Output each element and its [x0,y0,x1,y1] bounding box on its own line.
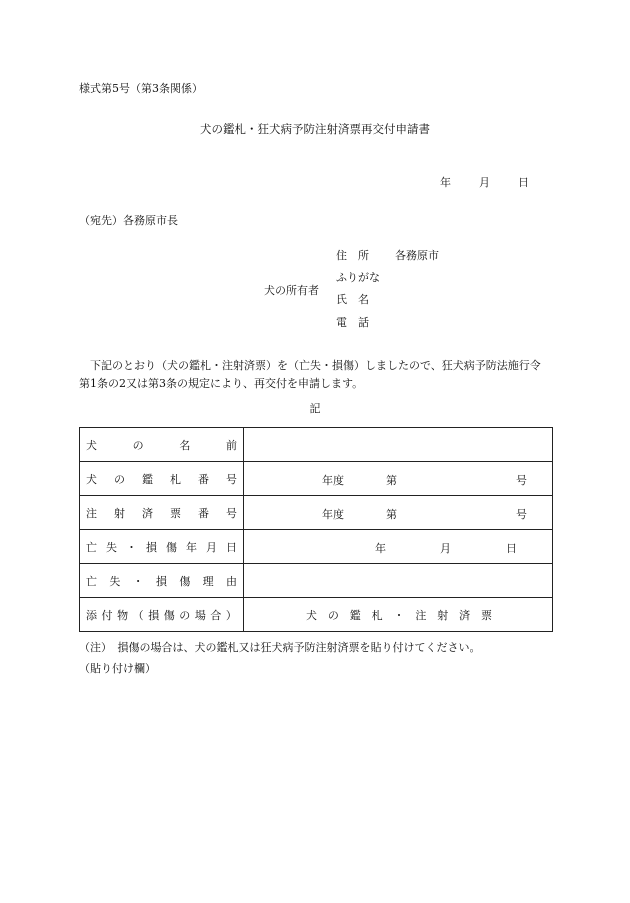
label-char: 済 [459,608,471,622]
label-char: 号 [226,506,237,520]
label-char: 傷 [179,574,191,588]
label-char: 札 [371,608,383,622]
label-char: 射 [437,608,449,622]
addressee: （宛先）各務原市長 [79,214,178,227]
label-char: 鑑 [142,472,153,486]
loss-day: 日 [506,542,517,555]
note: （注） 損傷の場合は、犬の鑑札又は狂犬病予防注射済票を貼り付けてください。 [79,641,481,654]
label-char: 添 [86,608,97,622]
label-char: 由 [225,574,237,588]
label-license-number [86,471,237,487]
loss-month: 月 [440,542,451,555]
license-nendo: 年度 [322,474,344,487]
label-char: 犬 [86,438,97,452]
label-char: 損 [148,608,160,622]
label-char: 札 [170,472,181,486]
address-value: 各務原市 [395,249,439,262]
label-char: 犬 [306,608,317,622]
date-line [440,176,529,190]
loss-year: 年 [375,542,386,555]
table-row [80,496,553,530]
label-dog-name [86,437,237,453]
row-label [80,598,244,632]
row-label [80,496,244,530]
label-char: 注 [415,608,427,622]
label-char: 日 [226,540,237,554]
label-char: 番 [198,506,209,520]
label-char: 亡 [86,574,97,588]
body-line-1: 下記のとおり（犬の鑑札・注射済票）を（亡失・損傷）しましたので、狂犬病予防法施行令 [90,359,541,372]
label-char: 名 [179,438,191,452]
license-number-field[interactable] [244,462,553,496]
body-line-2: 第1条の2又は第3条の規定により、再交付を申請します。 [79,377,364,390]
loss-date-field[interactable] [244,530,553,564]
date-day: 日 [518,176,529,189]
name-label: 氏 名 [336,293,369,306]
tag-dai: 第 [386,508,397,521]
label-char: の [114,472,125,486]
tag-nendo: 年度 [322,508,344,521]
label-char: 犬 [86,472,97,486]
label-char: ・ [126,540,137,554]
label-char: 番 [198,472,209,486]
table-row [80,428,553,462]
label-char: 月 [206,540,217,554]
row-label [80,530,244,564]
table-row [80,564,553,598]
label-char: 票 [481,608,492,622]
row-label [80,428,244,462]
row-label [80,462,244,496]
label-tag-number [86,505,237,521]
label-char: 場 [194,608,206,622]
label-char: の [327,608,339,622]
label-char: 鑑 [349,608,361,622]
label-char: 年 [186,540,197,554]
label-char: 傷 [166,540,177,554]
dog-name-field[interactable] [244,428,553,462]
label-char: 理 [202,574,214,588]
label-char: 傷 [163,608,175,622]
paste-area-label: （貼り付け欄） [79,662,156,675]
furigana-label: ふりがな [336,271,380,284]
label-char: 前 [225,438,237,452]
label-char: 済 [142,506,153,520]
label-char: ・ [132,574,144,588]
form-number: 様式第5号（第3条関係） [79,82,203,95]
phone-label: 電 話 [336,316,369,329]
label-char: 射 [114,506,125,520]
label-char: 損 [146,540,157,554]
label-char: 注 [86,506,97,520]
label-loss-date [86,539,237,555]
body-paragraph [79,357,559,393]
loss-reason-field[interactable] [244,564,553,598]
label-char: の [132,438,144,452]
label-char: ） [225,608,237,622]
tag-number-field[interactable] [244,496,553,530]
attachment-value [244,607,552,623]
date-month: 月 [479,176,490,189]
label-char: の [179,608,191,622]
date-year: 年 [440,176,451,189]
license-dai: 第 [386,474,397,487]
label-char: 亡 [86,540,97,554]
details-table [79,427,553,632]
row-label [80,564,244,598]
table-row [80,598,553,632]
label-char: 票 [170,506,181,520]
label-char: （ [132,608,144,622]
table-row [80,530,553,564]
address-label: 住 所 [336,249,369,262]
label-loss-reason [86,573,237,589]
attachment-field [244,598,553,632]
table-row [80,462,553,496]
label-char: 付 [101,608,113,622]
ki-heading: 記 [309,402,321,415]
label-attachment [86,607,237,623]
page-title: 犬の鑑札・狂犬病予防注射済票再交付申請書 [200,122,430,136]
label-char: 物 [117,608,129,622]
label-char: ・ [393,608,405,622]
label-char: 合 [210,608,222,622]
label-char: 失 [106,540,117,554]
label-char: 号 [226,472,237,486]
tag-go: 号 [516,508,527,521]
license-go: 号 [516,474,527,487]
label-char: 失 [109,574,121,588]
owner-label: 犬の所有者 [264,284,319,297]
label-char: 損 [155,574,167,588]
